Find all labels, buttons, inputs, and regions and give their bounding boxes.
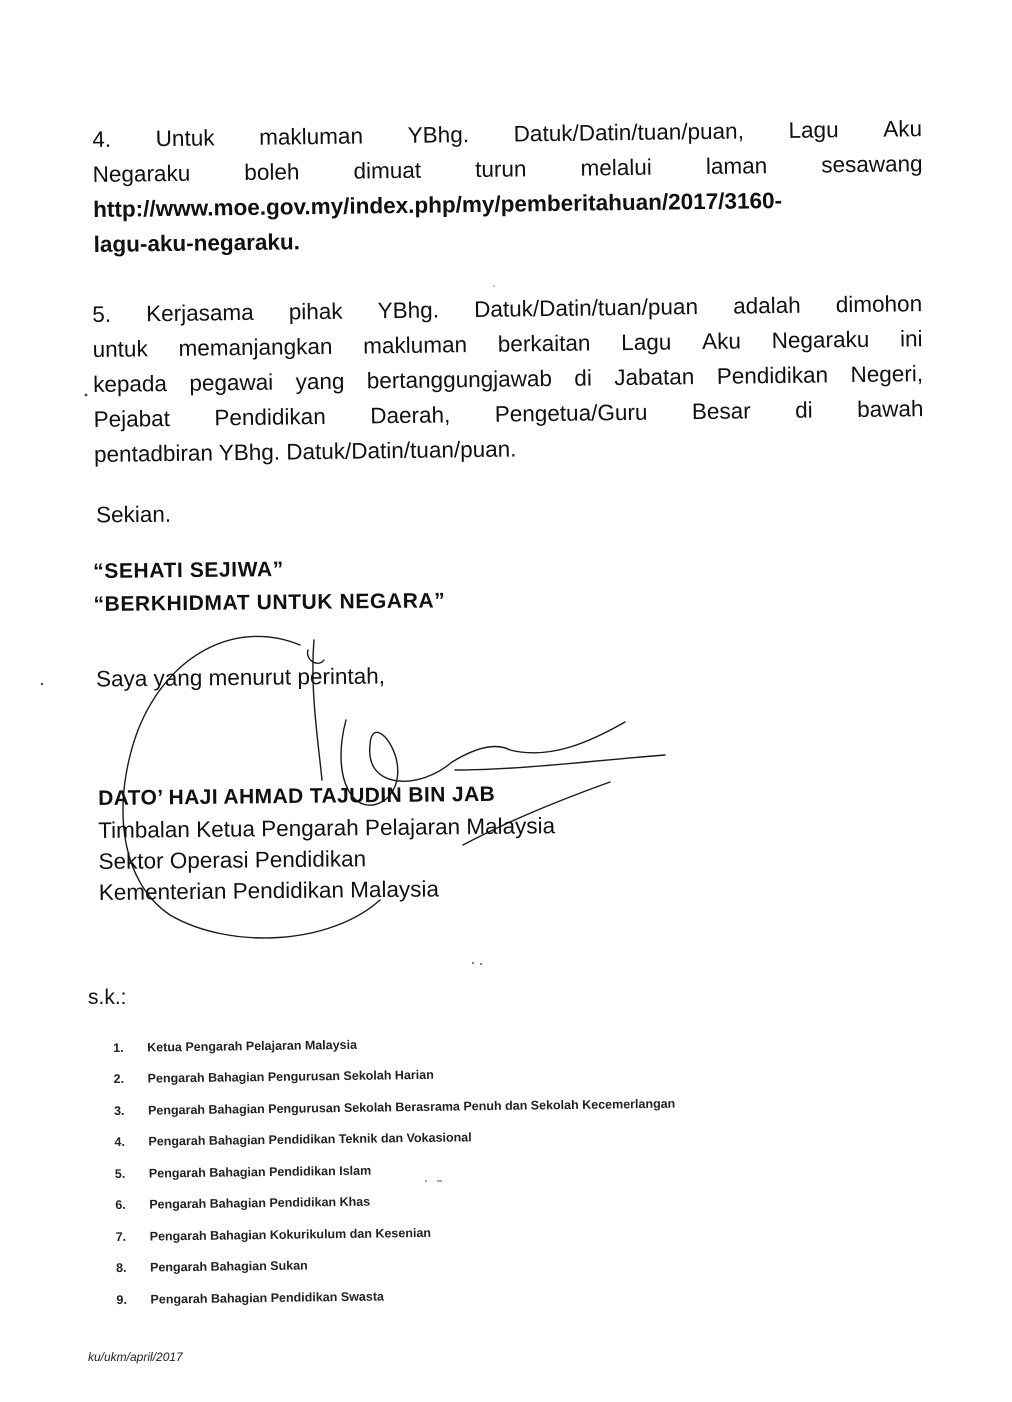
cc-label: s.k.: (88, 986, 127, 1009)
cc-item: 6. Pengarah Bahagian Pendidikan Khas (115, 1194, 371, 1213)
paragraph-4 (92, 111, 924, 262)
signatory-block (98, 810, 556, 908)
paragraph-5-line-1: 5. Kerjasama pihak YBhg. Datuk/Datin/tuan/puan adalah dimohon (92, 291, 923, 327)
cc-item: 3. Pengarah Bahagian Pengurusan Sekolah Berasrama Penuh dan Sekolah Kecemerlangan (113, 1096, 676, 1118)
paragraph-5 (92, 286, 924, 472)
motto-line-1: “SEHATI SEJIWA” (93, 558, 284, 583)
signatory-ministry: Kementerian Pendidikan Malaysia (98, 876, 440, 905)
signature-hook (308, 650, 324, 663)
cc-item: 2. Pengarah Bahagian Pengurusan Sekolah Harian (113, 1068, 434, 1087)
download-url-line-1[interactable]: http://www.moe.gov.my/index.php/my/pemberitahuan/2017/3160- (92, 187, 783, 222)
footer-reference: ku/ukm/april/2017 (88, 1350, 183, 1364)
paragraph-5-line-5: pentadbiran YBhg. Datuk/Datin/tuan/puan. (93, 436, 517, 467)
cc-item: 7. Pengarah Bahagian Kokurikulum dan Kesenian (115, 1225, 432, 1244)
download-url-line-2[interactable]: lagu-aku-negaraku. (93, 229, 301, 257)
paragraph-5-line-4: Pejabat Pendidikan Daerah, Pengetua/Guru Besar di bawah (93, 396, 924, 432)
cc-item: 4. Pengarah Bahagian Pendidikan Teknik dan Vokasional (114, 1130, 472, 1150)
signatory-title: Timbalan Ketua Pengarah Pelajaran Malaysia (98, 813, 556, 843)
cc-item: 1. Ketua Pengarah Pelajaran Malaysia (113, 1037, 358, 1055)
paragraph-5-line-2: untuk memanjangkan makluman berkaitan Lagu Aku Negaraku ini (92, 326, 923, 362)
paragraph-5-line-3: kepada pegawai yang bertanggungjawab di Jabatan Pendidikan Negeri, (92, 361, 924, 397)
signatory-name: DATO’ HAJI AHMAD TAJUDIN BIN JAB (98, 782, 496, 810)
cc-item: 5. Pengarah Bahagian Pendidikan Islam (114, 1163, 372, 1181)
closing-saya: Saya yang menurut perintah, (95, 663, 386, 692)
cc-item: 8. Pengarah Bahagian Sukan (116, 1258, 308, 1276)
paragraph-4-line-1: 4. Untuk makluman YBhg. Datuk/Datin/tuan/puan, Lagu Aku (92, 116, 923, 152)
signature-tail (455, 755, 665, 770)
closing-sekian: Sekian. (95, 501, 172, 528)
signature-stem (313, 640, 322, 780)
cc-list (113, 1023, 817, 1316)
paragraph-4-line-2: Negaraku boleh dimuat turun melalui laman sesawang (92, 151, 923, 187)
cc-item: 9. Pengarah Bahagian Pendidikan Swasta (116, 1289, 384, 1307)
motto (93, 551, 445, 621)
signatory-sector: Sektor Operasi Pendidikan (98, 846, 367, 874)
motto-line-2: “BERKHIDMAT UNTUK NEGARA” (93, 589, 446, 616)
